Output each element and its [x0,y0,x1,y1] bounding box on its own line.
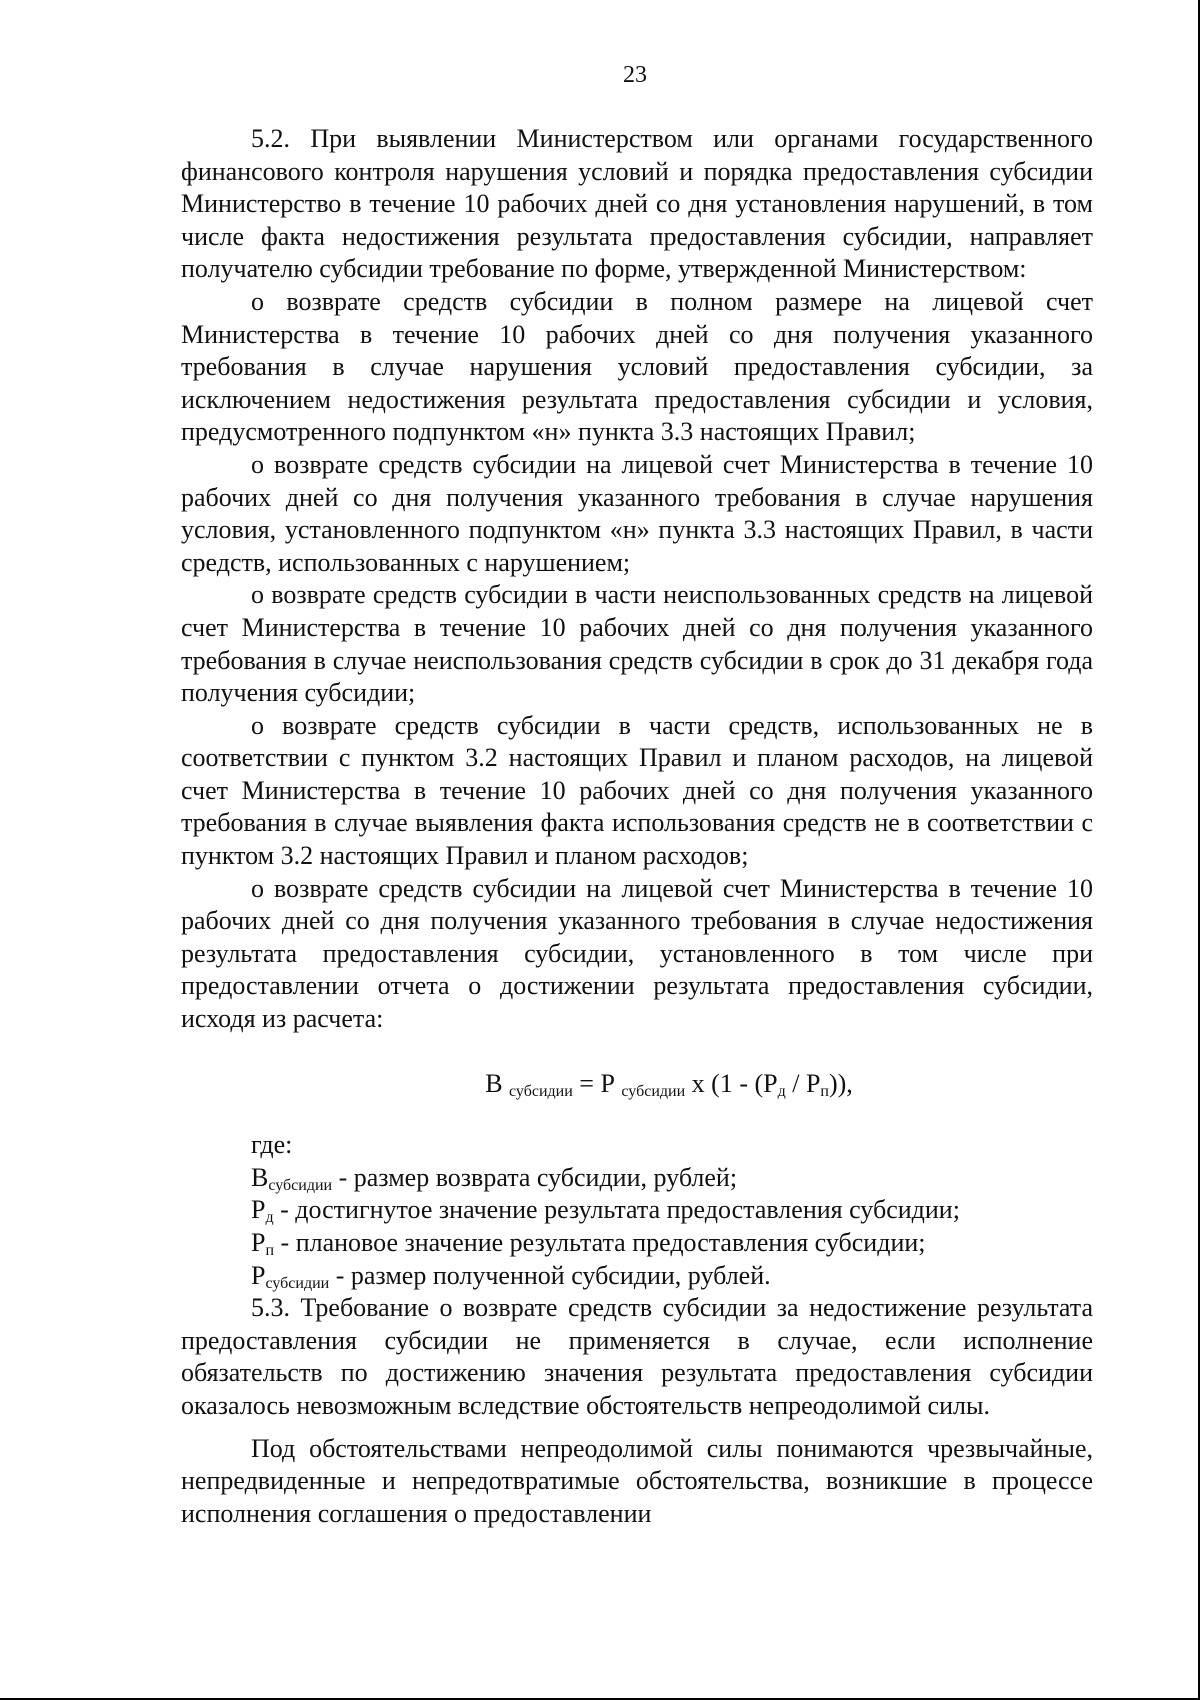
definition-text: - размер полученной субсидии, рублей. [329,1260,771,1290]
definition-b-subsidy [181,1162,1093,1195]
formula-b-sub: субсидии [509,1082,573,1100]
paragraph-return-misuse: о возврате средств субсидии в части средств, использованных не в соответствии с пунктом 3.2 настоящих Правил и планом расходов, на лицевой счет Министерства в течение 10 рабочих дней со дня получения указанного требования в случае выявления факта использования средств не в соответствии с пунктом 3.2 настоящих Правил и планом расходов; [181,710,1093,871]
formula-slash: / Р [785,1068,821,1098]
definition-symbol: Р [251,1195,266,1225]
paragraph-force-majeure: Под обстоятельствами непреодолимой силы понимаются чрезвычайные, непредвиденные и непредотвратимые обстоятельства, возникшие в процессе исполнения соглашения о предоставлении [181,1433,1093,1528]
definition-symbol: Р [251,1228,266,1257]
paragraph-return-result: о возврате средств субсидии на лицевой счет Министерства в течение 10 рабочих дней со дня получения указанного требования в случае недостижения результата предоставления субсидии, установленного в том числе при предоставлении отчета о достижении результата предоставления субсидии, исходя из расчета: [181,873,1093,1034]
definition-text: - размер возврата субсидии, рублей; [332,1162,738,1192]
definition-symbol: Р [251,1260,266,1290]
formula-eq-p: = Р [572,1068,622,1098]
definition-sub: д [265,1209,274,1227]
paragraph-return-violation: о возврате средств субсидии на лицевой счет Министерства в течение 10 рабочих дней со дня получения указанного требования в случае нарушения условия, установленного подпунктом «н» пункта 3.3 настоящих Правил, в части средств, использованных с нарушением; [181,449,1093,577]
definition-p-planned [181,1227,1093,1260]
document-body [181,123,1093,1530]
formula-p-sub: субсидии [621,1082,686,1100]
formula-pd-sub: д [777,1082,786,1100]
paragraph-gap [181,1423,1093,1433]
formula-pp-sub: п [820,1082,829,1100]
definition-text: - плановое значение результата предоставления субсидии; [274,1228,926,1257]
paragraph-5-2: 5.2. При выявлении Министерством или органами государственного финансового контроля нарушения условий и порядка предоставления субсидии Министерство в течение 10 рабочих дней со дня установления нарушений, в том числе факта недостижения результата предоставления субсидии, направляет получателю субсидии требование по форме, утвержденной Министерством: [181,124,1093,284]
definition-sub: субсидии [265,1274,330,1292]
paragraph-return-full: о возврате средств субсидии в полном размере на лицевой счет Министерства в течение 10 рабочих дней со дня получения указанного требования в случае нарушения условий предоставления субсидии, за исключением недостижения результата предоставления субсидии и условия, предусмотренного подпунктом «н» пункта 3.3 настоящих Правил; [181,286,1093,447]
page-number: 23 [623,62,647,88]
formula-mid: х (1 - (Р [685,1068,778,1098]
formula-tail: )), [828,1068,853,1098]
definition-p-achieved [181,1194,1093,1227]
where-label: где: [251,1130,293,1160]
paragraph-return-unused: о возврате средств субсидии в части неиспользованных средств на лицевой счет Министерства в течение 10 рабочих дней со дня получения указанного требования в случае неиспользования средств субсидии в срок до 31 декабря года получения субсидии; [181,580,1093,708]
definition-sub: п [265,1242,275,1259]
definition-sub: субсидии [268,1176,333,1194]
definition-text: - достигнутое значение результата предоставления субсидии; [273,1195,960,1225]
refund-formula [245,1068,1093,1101]
paragraph-5-3: 5.3. Требование о возврате средств субсидии за недостижение результата предоставления субсидии не применяется в случае, если исполнение обязательств по достижению значения результата предоставления субсидии оказалось невозможным вследствие обстоятельств непреодолимой силы. [181,1293,1093,1420]
definition-p-subsidy [181,1260,1093,1293]
definition-symbol: В [251,1162,269,1192]
formula-b: В [485,1068,503,1098]
